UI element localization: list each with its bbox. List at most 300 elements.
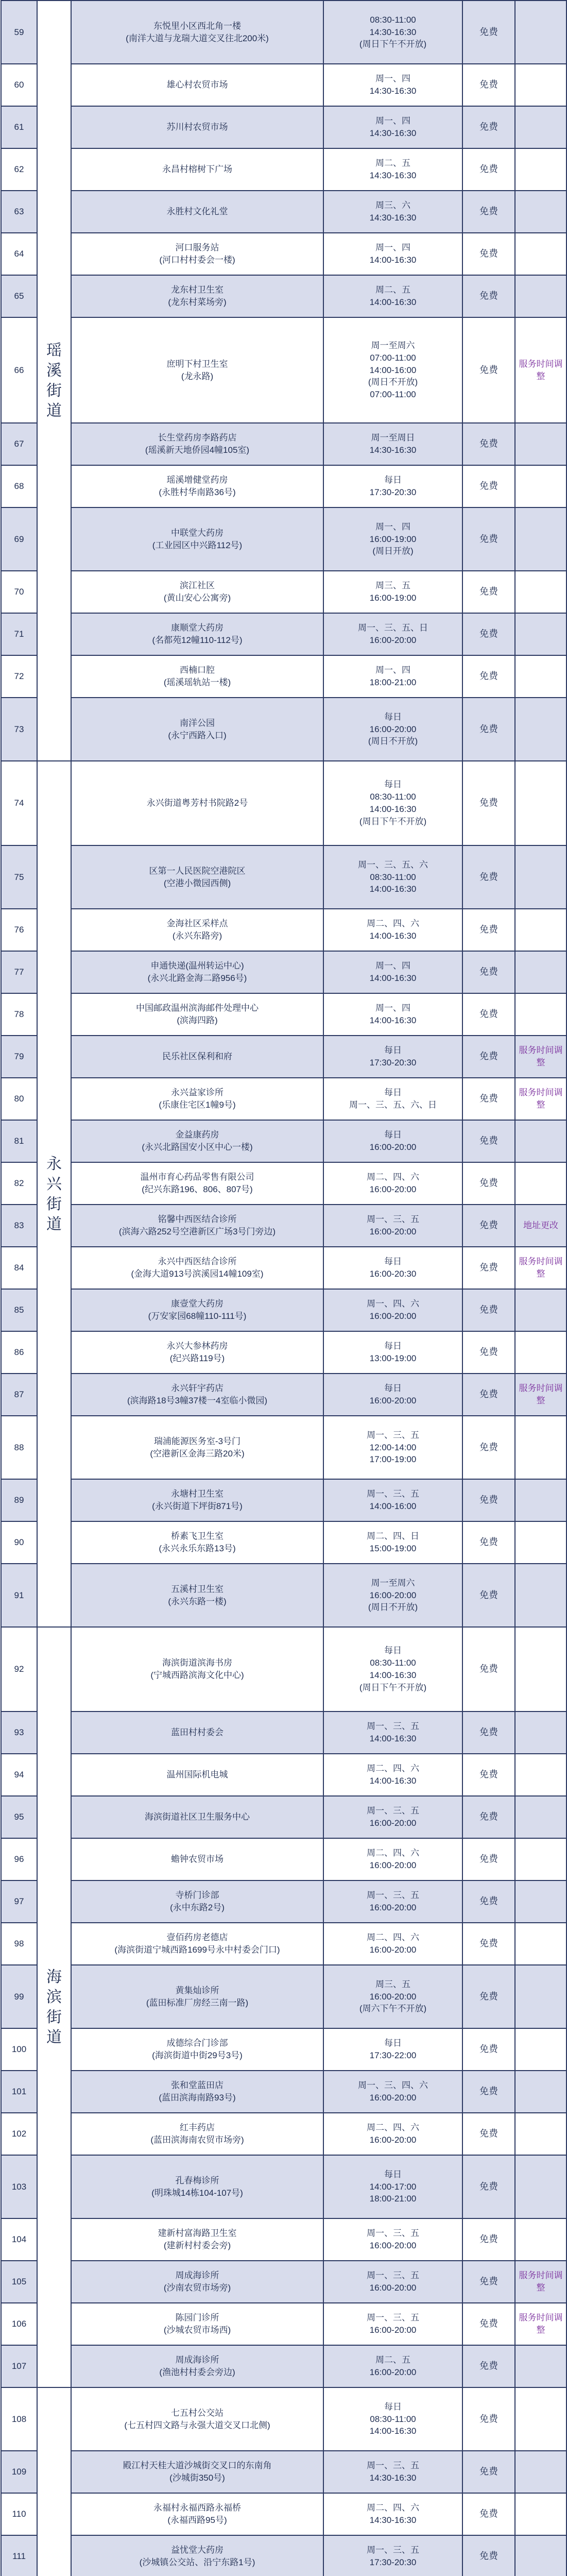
opening-hours-line: 周一至周日 [371, 433, 415, 443]
opening-hours-line: 14:00-16:30 [369, 973, 417, 983]
opening-hours-line: 周一、三、五 [367, 2228, 419, 2239]
table-row [1, 1205, 566, 1247]
site-name [71, 1331, 323, 1374]
site-name-line: 五溪村卫生室 [171, 1584, 224, 1594]
street-label [37, 2387, 71, 2576]
site-name-line: (蓝田滨海南农贸市场旁) [150, 2135, 244, 2145]
table-row [1, 951, 566, 993]
fee: 免费 [462, 1711, 515, 1754]
opening-hours [323, 1479, 462, 1521]
opening-hours [323, 2345, 462, 2387]
testing-sites-table [1, 0, 567, 2576]
row-number: 102 [1, 2113, 37, 2155]
fee: 免费 [462, 1796, 515, 1838]
row-number: 109 [1, 2451, 37, 2493]
fee: 免费 [462, 1078, 515, 1120]
site-name-line: (永兴东路旁) [172, 931, 222, 941]
fee: 免费 [462, 1521, 515, 1564]
site-name-line: 河口服务站 [175, 243, 219, 253]
table-row [1, 2345, 566, 2387]
opening-hours-line: (周日不开放) [368, 377, 418, 387]
opening-hours-line: 周一、四 [375, 665, 410, 675]
site-name-line: (工业园区中兴路112号) [152, 540, 243, 550]
opening-hours [323, 2303, 462, 2345]
opening-hours-line: 周一、四、六 [367, 1299, 419, 1309]
site-name-line: (纪兴东路196、806、807号) [142, 1184, 253, 1194]
row-number: 59 [1, 1, 37, 64]
opening-hours-line: 08:30-11:00 [370, 872, 416, 882]
opening-hours-line: 16:00-20:00 [369, 2241, 417, 2250]
site-name [71, 2071, 323, 2113]
table-row [1, 1, 566, 64]
row-number: 87 [1, 1374, 37, 1416]
fee: 免费 [462, 2218, 515, 2261]
street-label-char: 道 [46, 2029, 62, 2046]
opening-hours-line: 每日 [384, 711, 402, 722]
table-row [1, 1923, 566, 1965]
table-row [1, 1880, 566, 1923]
note [515, 698, 566, 761]
opening-hours-line: 16:00-19:00 [369, 534, 417, 544]
note: 地址更改 [515, 1205, 566, 1247]
row-number: 88 [1, 1416, 37, 1479]
site-name [71, 233, 323, 275]
site-name-line: 蓝田村村委会 [171, 1727, 224, 1738]
site-name-line: 蟾钟农贸市场 [171, 1854, 224, 1865]
opening-hours-line: 16:00-20:00 [369, 1903, 417, 1912]
row-number: 82 [1, 1162, 37, 1205]
opening-hours-line: 周一、三、五 [367, 2270, 419, 2281]
row-number: 96 [1, 1838, 37, 1880]
site-name [71, 1564, 323, 1627]
street-label-char: 永 [46, 1155, 62, 1173]
opening-hours-line: 16:00-20:00 [369, 724, 417, 734]
table-row [1, 1331, 566, 1374]
site-name [71, 993, 323, 1036]
opening-hours-line: 14:00-16:00 [369, 365, 417, 375]
fee: 免费 [462, 845, 515, 909]
fee: 免费 [462, 613, 515, 655]
opening-hours [323, 993, 462, 1036]
site-name-line: (永兴东路一楼) [168, 1596, 227, 1606]
site-name [71, 1247, 323, 1289]
site-name [71, 2387, 323, 2451]
fee: 免费 [462, 233, 515, 275]
opening-hours-line: 14:30-16:30 [369, 86, 417, 96]
site-name-line: (渔池村村委会旁边) [159, 2367, 235, 2377]
opening-hours-line: 每日 [384, 1130, 402, 1140]
note [515, 2387, 566, 2451]
opening-hours-line: 14:30-16:30 [369, 2515, 417, 2525]
opening-hours-line: 周三、五 [375, 1979, 410, 1989]
opening-hours-line: 周二、四、六 [367, 2503, 419, 2513]
site-name-line: 康壹堂大药房 [171, 1299, 224, 1309]
fee: 免费 [462, 191, 515, 233]
row-number: 76 [1, 909, 37, 951]
table-row [1, 2155, 566, 2218]
site-name-line: (沙城农贸市场西) [163, 2325, 231, 2335]
site-name [71, 1205, 323, 1247]
site-name-line: (永胜村华南路36号) [159, 487, 236, 497]
opening-hours [323, 2028, 462, 2071]
row-number: 110 [1, 2493, 37, 2535]
table-row [1, 275, 566, 317]
opening-hours-line: 08:30-11:00 [370, 792, 416, 802]
row-number: 94 [1, 1754, 37, 1796]
site-name-line: (纪兴路119号) [169, 1353, 225, 1363]
row-number: 97 [1, 1880, 37, 1923]
row-number: 68 [1, 465, 37, 507]
row-number: 67 [1, 423, 37, 465]
row-number: 74 [1, 761, 37, 845]
site-name-line: 区第一人民医院空港院区 [149, 866, 246, 876]
opening-hours-line: 周一、三、五 [367, 1489, 419, 1499]
table-row [1, 909, 566, 951]
site-name [71, 1711, 323, 1754]
note [515, 1711, 566, 1754]
opening-hours-line: 每日 [384, 1045, 402, 1056]
fee: 免费 [462, 2071, 515, 2113]
fee: 免费 [462, 1479, 515, 1521]
opening-hours [323, 1521, 462, 1564]
row-number: 77 [1, 951, 37, 993]
opening-hours [323, 951, 462, 993]
opening-hours [323, 761, 462, 845]
site-name-line: 建新村富海路卫生室 [158, 2228, 237, 2239]
note [515, 1521, 566, 1564]
site-name-line: 周成海诊所 [175, 2270, 219, 2281]
opening-hours-line: 周一至周六 [371, 341, 415, 350]
row-number: 83 [1, 1205, 37, 1247]
opening-hours [323, 2493, 462, 2535]
opening-hours-line: 16:00-20:00 [369, 1860, 417, 1870]
site-name [71, 909, 323, 951]
site-name [71, 655, 323, 698]
fee: 免费 [462, 1754, 515, 1796]
opening-hours-line: (周日不开放) [368, 736, 418, 747]
site-name [71, 1627, 323, 1711]
opening-hours-line: (周日下午不开放) [359, 1682, 427, 1692]
site-name [71, 1479, 323, 1521]
note [515, 2113, 566, 2155]
opening-hours [323, 1078, 462, 1120]
street-label-char: 街 [46, 1195, 62, 1213]
opening-hours [323, 1247, 462, 1289]
note [515, 64, 566, 106]
fee: 免费 [462, 655, 515, 698]
site-name [71, 2345, 323, 2387]
site-name-line: (永中东路2号) [170, 1903, 225, 1912]
site-name-line: 金海社区采样点 [166, 919, 228, 929]
opening-hours-line: 每日 [384, 1257, 402, 1267]
note [515, 148, 566, 191]
note [515, 951, 566, 993]
note [515, 1754, 566, 1796]
opening-hours-line: 17:30-20:30 [369, 487, 417, 497]
site-name [71, 1416, 323, 1479]
fee: 免费 [462, 1965, 515, 2028]
opening-hours-line: 14:00-16:30 [369, 255, 417, 265]
fee: 免费 [462, 993, 515, 1036]
site-name [71, 1521, 323, 1564]
note [515, 2218, 566, 2261]
opening-hours-line: 16:00-20:00 [369, 1184, 417, 1194]
site-name-line: 红丰药店 [180, 2123, 215, 2133]
note [515, 1416, 566, 1479]
site-name-line: 雄心村农贸市场 [166, 80, 228, 90]
fee: 免费 [462, 951, 515, 993]
fee: 免费 [462, 1, 515, 64]
site-name-line: 长生堂药房李路药店 [158, 433, 237, 443]
site-name [71, 2218, 323, 2261]
table-row [1, 64, 566, 106]
site-name [71, 2493, 323, 2535]
site-name [71, 1036, 323, 1078]
fee: 免费 [462, 106, 515, 148]
opening-hours-line: 周一、三、五 [367, 2545, 419, 2555]
opening-hours-line: 周一、四 [375, 1003, 410, 1013]
site-name-line: (滨海六路252号空港新区广场3号门旁边) [118, 1227, 276, 1236]
note: 服务时间调整 [515, 1374, 566, 1416]
opening-hours-line: 14:30-16:30 [369, 27, 417, 37]
site-name-line: 龙东村卫生室 [171, 285, 224, 295]
fee: 免费 [462, 1247, 515, 1289]
note: 服务时间调整 [515, 1078, 566, 1120]
opening-hours [323, 2113, 462, 2155]
opening-hours [323, 1, 462, 64]
fee: 免费 [462, 2303, 515, 2345]
site-name-line: 殿江村天桂大道沙城街交叉口的东南角 [123, 2461, 272, 2471]
table-row [1, 2535, 566, 2576]
site-name-line: 南洋公园 [180, 718, 215, 728]
opening-hours-line: 14:00-16:30 [369, 1734, 417, 1743]
opening-hours-line: 每日 [384, 475, 402, 485]
table-row [1, 1247, 566, 1289]
opening-hours-line: 周二、四、六 [367, 1848, 419, 1858]
table-row [1, 1838, 566, 1880]
fee: 免费 [462, 1416, 515, 1479]
site-name-line: (金海大道913号滨溪园14幢109室) [131, 1269, 264, 1279]
opening-hours-line: 周一、四 [375, 961, 410, 971]
opening-hours-line: 18:00-21:00 [369, 677, 417, 687]
site-name-line: 张和堂蓝田店 [171, 2080, 224, 2091]
table-row [1, 1162, 566, 1205]
fee: 免费 [462, 465, 515, 507]
site-name [71, 845, 323, 909]
site-name-line: 西楠口腔 [180, 665, 215, 675]
note [515, 275, 566, 317]
opening-hours [323, 2071, 462, 2113]
site-name-line: 永兴轩宇药店 [171, 1383, 224, 1394]
site-name-line: 寺桥门诊部 [175, 1890, 219, 1901]
opening-hours-line: 14:30-16:30 [369, 445, 417, 455]
opening-hours [323, 1838, 462, 1880]
row-number: 62 [1, 148, 37, 191]
opening-hours-line: 周一、三、五 [367, 2313, 419, 2323]
opening-hours-line: 周二、四、六 [367, 2123, 419, 2133]
note [515, 1479, 566, 1521]
opening-hours-line: 17:30-22:00 [369, 2050, 417, 2060]
row-number: 70 [1, 571, 37, 613]
opening-hours-line: 14:30-16:30 [369, 2473, 417, 2483]
note [515, 2345, 566, 2387]
site-name-line: (龙永路) [181, 371, 214, 381]
note [515, 1162, 566, 1205]
opening-hours [323, 148, 462, 191]
opening-hours-line: 17:00-19:00 [369, 1454, 417, 1465]
street-label-char: 道 [46, 1215, 62, 1233]
opening-hours-line: (周六下午不开放) [359, 2004, 427, 2014]
opening-hours-line: 08:30-11:00 [370, 14, 416, 25]
note [515, 1564, 566, 1627]
opening-hours-line: 15:00-19:00 [369, 1544, 417, 1553]
opening-hours-line: 14:30-16:30 [369, 213, 417, 223]
site-name-line: (滨海路18号3幢37楼一4室临小微园) [127, 1396, 268, 1405]
opening-hours-line: (周日下午不开放) [359, 816, 427, 826]
site-name-line: 海滨街道滨海书房 [162, 1658, 232, 1668]
site-name-line: (南洋大道与龙瑞大道交叉往北200米) [126, 33, 269, 43]
table-row [1, 993, 566, 1036]
site-name-line: (宁城西路滨海文化中心) [150, 1670, 244, 1680]
row-number: 90 [1, 1521, 37, 1564]
site-name-line: (永宁西路入口) [168, 730, 227, 740]
site-name [71, 2303, 323, 2345]
opening-hours [323, 845, 462, 909]
row-number: 75 [1, 845, 37, 909]
row-number: 65 [1, 275, 37, 317]
row-number: 106 [1, 2303, 37, 2345]
note [515, 613, 566, 655]
opening-hours-line: (周日不开放) [368, 1602, 418, 1613]
site-name-line: 康顺堂大药房 [171, 623, 224, 633]
opening-hours-line: 16:00-20:30 [369, 1269, 417, 1279]
note [515, 761, 566, 845]
opening-hours-line: 14:00-16:30 [369, 2426, 417, 2436]
note: 服务时间调整 [515, 1036, 566, 1078]
note [515, 507, 566, 571]
site-name-line: 永塘村卫生室 [171, 1489, 224, 1499]
opening-hours [323, 233, 462, 275]
site-name [71, 64, 323, 106]
street-label [37, 1627, 71, 2387]
site-name [71, 275, 323, 317]
opening-hours [323, 1162, 462, 1205]
site-name [71, 1754, 323, 1796]
opening-hours-line: 16:00-20:00 [369, 1991, 417, 2002]
table-row [1, 845, 566, 909]
opening-hours-line: 周一、四 [375, 521, 410, 532]
site-name-line: (永兴北路金海二路956号) [147, 973, 247, 983]
note [515, 2071, 566, 2113]
site-name-line: (蓝田滨海南路93号) [159, 2093, 236, 2103]
table-row [1, 613, 566, 655]
site-name-line: 七五村公交站 [171, 2408, 224, 2418]
fee: 免费 [462, 507, 515, 571]
opening-hours-line: 周二、五 [375, 285, 410, 295]
opening-hours-line: 14:00-16:30 [369, 884, 417, 894]
fee: 免费 [462, 1205, 515, 1247]
note [515, 1838, 566, 1880]
site-name-line: (永兴北路国安小区中心一楼) [142, 1142, 253, 1152]
table-row [1, 2218, 566, 2261]
opening-hours-line: 14:00-16:00 [369, 1501, 417, 1511]
table-row [1, 2451, 566, 2493]
opening-hours-line: 17:30-20:30 [369, 1058, 417, 1067]
opening-hours [323, 571, 462, 613]
note [515, 1627, 566, 1711]
street-label-char: 溪 [46, 362, 62, 379]
row-number: 84 [1, 1247, 37, 1289]
row-number: 107 [1, 2345, 37, 2387]
opening-hours-line: 周一、三、五、六、日 [349, 1100, 437, 1110]
opening-hours-line: 08:30-11:00 [370, 1658, 416, 1668]
note [515, 233, 566, 275]
fee: 免费 [462, 148, 515, 191]
site-name-line: (滨海四路) [177, 1015, 218, 1025]
note [515, 1923, 566, 1965]
row-number: 66 [1, 317, 37, 423]
row-number: 104 [1, 2218, 37, 2261]
site-name-line: 永昌村榕树下广场 [162, 164, 232, 175]
opening-hours-line: 14:00-17:00 [369, 2181, 417, 2192]
site-name-line: 中国邮政温州滨海邮件处理中心 [136, 1003, 259, 1013]
opening-hours [323, 1754, 462, 1796]
table-body [1, 1, 566, 2576]
site-name [71, 761, 323, 845]
opening-hours-line: 周一、四 [375, 116, 410, 126]
site-name [71, 1078, 323, 1120]
table-row [1, 191, 566, 233]
opening-hours-line: 16:00-20:00 [369, 2325, 417, 2335]
fee: 免费 [462, 2345, 515, 2387]
opening-hours-line: 14:30-16:30 [369, 128, 417, 138]
street-label-char: 滨 [46, 1989, 62, 2006]
table-row [1, 507, 566, 571]
site-name-line: (瑶溪新天地侨园4幢105室) [145, 445, 250, 455]
table-row [1, 233, 566, 275]
table-row [1, 1120, 566, 1162]
opening-hours-line: 08:30-11:00 [370, 2414, 416, 2424]
note [515, 909, 566, 951]
opening-hours-line: 周一、三、五 [367, 1430, 419, 1440]
site-name [71, 2535, 323, 2576]
opening-hours-line: 16:00-20:00 [369, 1142, 417, 1152]
opening-hours-line: 16:00-20:00 [369, 1311, 417, 1321]
opening-hours-line: 周一、三、五、六 [358, 859, 428, 870]
note [515, 1880, 566, 1923]
opening-hours-line: 16:00-19:00 [369, 593, 417, 603]
opening-hours-line: 14:00-16:30 [369, 931, 417, 941]
opening-hours [323, 423, 462, 465]
site-name-line: 金益康药房 [175, 1130, 219, 1140]
opening-hours-line: 16:00-20:00 [369, 635, 417, 645]
table-row [1, 2303, 566, 2345]
site-name-line: 周成海诊所 [175, 2355, 219, 2365]
opening-hours [323, 1564, 462, 1627]
site-name [71, 613, 323, 655]
table-row [1, 2028, 566, 2071]
note [515, 845, 566, 909]
site-name-line: (黄山安心公寓旁) [163, 593, 231, 603]
site-name [71, 1, 323, 64]
street-label-char: 海 [46, 1969, 62, 1986]
row-number: 73 [1, 698, 37, 761]
note [515, 2493, 566, 2535]
row-number: 61 [1, 106, 37, 148]
table-row [1, 423, 566, 465]
opening-hours [323, 2261, 462, 2303]
opening-hours-line: 12:00-14:00 [369, 1442, 417, 1452]
